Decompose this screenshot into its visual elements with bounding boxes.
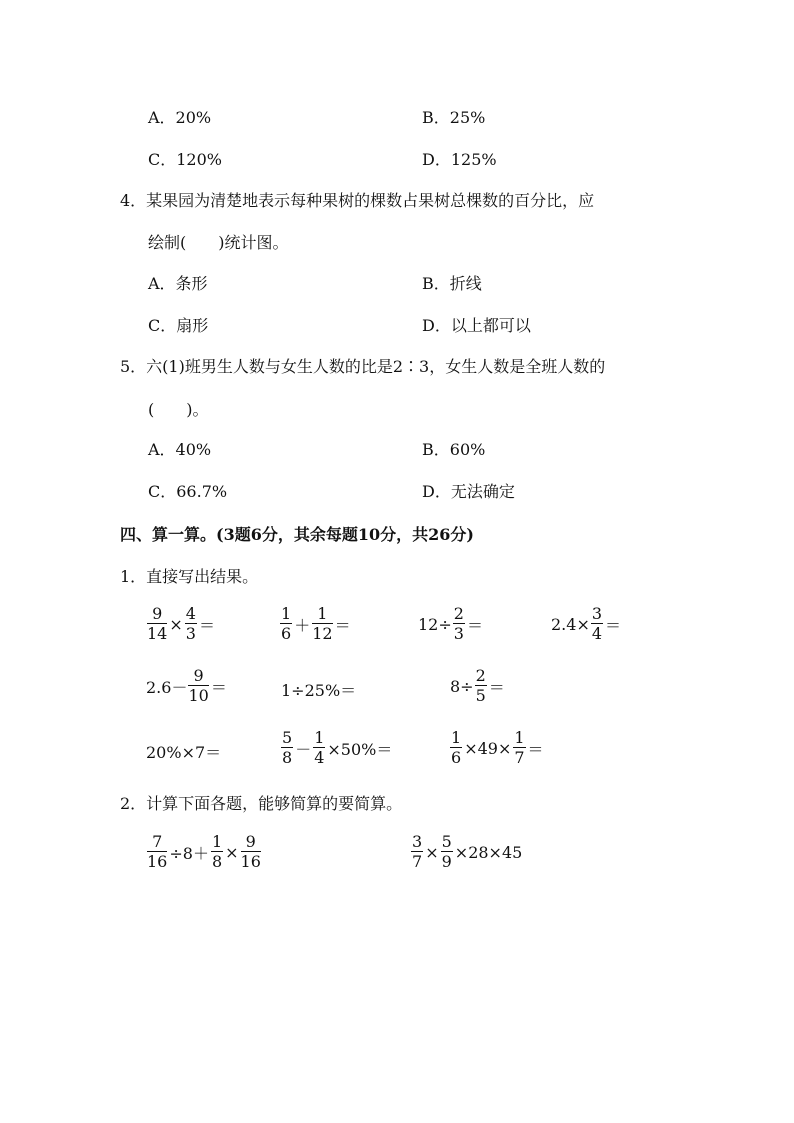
expr-2-6-minus-9-10: 2.6－ $\frac{9}{10}$ ＝	[146, 666, 227, 705]
fraction: $\frac{2}{3}$	[453, 604, 464, 643]
expr-9-14-times-4-3: $\frac{9}{14}$ × $\frac{4}{3}$ ＝	[147, 604, 215, 643]
q4-line2: 绘制( )统计图。	[148, 233, 289, 252]
fraction: $\frac{3}{7}$	[412, 832, 423, 871]
q3-option-d: D．125%	[422, 150, 497, 169]
fraction: $\frac{1}{12}$	[312, 604, 333, 643]
expr-8-div-2-5: 8÷ $\frac{2}{5}$ ＝	[450, 666, 505, 705]
q4-option-d: D．以上都可以	[422, 316, 531, 335]
expr-7-16-div-8-plus-1-8-times-9-16: $\frac{7}{16}$ ÷8＋ $\frac{1}{8}$ × $\frac{9}{16}$	[147, 832, 261, 871]
fraction: $\frac{9}{14}$	[147, 604, 168, 643]
fraction: $\frac{1}{6}$	[281, 604, 292, 643]
q5-option-b: B．60%	[422, 440, 486, 459]
q3-option-b: B．25%	[422, 108, 486, 127]
fraction: $\frac{4}{3}$	[185, 604, 196, 643]
fraction: $\frac{2}{5}$	[475, 666, 486, 705]
expr-12-div-2-3: 12÷ $\frac{2}{3}$ ＝	[418, 604, 483, 643]
fraction: $\frac{5}{8}$	[282, 728, 293, 767]
fraction: $\frac{9}{10}$	[188, 666, 209, 705]
fraction: $\frac{1}{4}$	[314, 728, 325, 767]
section4-heading: 四、算一算。(3题6分，其余每题10分，共26分)	[120, 525, 474, 544]
fraction: $\frac{5}{9}$	[441, 832, 452, 871]
q3-option-c: C．120%	[148, 150, 222, 169]
fraction: $\frac{7}{16}$	[147, 832, 168, 871]
q5-option-d: D．无法确定	[422, 482, 515, 501]
q5-option-a: A．40%	[148, 440, 212, 459]
q5-line2: ( )。	[148, 400, 209, 419]
fraction: $\frac{3}{4}$	[591, 604, 603, 643]
expr-1-div-25pct: 1÷25%＝	[281, 681, 357, 700]
q4-line1: 4．某果园为清楚地表示每种果树的棵数占果树总棵数的百分比，应	[120, 191, 595, 210]
expr-2-4-times-3-4: 2.4× $\frac{3}{4}$ ＝	[551, 604, 622, 643]
section4-part2-label: 2．计算下面各题，能够简算的要简算。	[120, 794, 403, 813]
q3-option-a: A．20%	[148, 108, 212, 127]
fraction: $\frac{1}{8}$	[211, 832, 223, 871]
expr-20pct-times-7: 20%×7＝	[146, 743, 222, 762]
q5-option-c: C．66.7%	[148, 482, 228, 501]
expr-1-6-times-49-times-1-7: $\frac{1}{6}$ ×49× $\frac{1}{7}$ ＝	[451, 728, 544, 767]
expr-1-6-plus-1-12: $\frac{1}{6}$ ＋ $\frac{1}{12}$ ＝	[281, 604, 351, 643]
fraction: $\frac{1}{7}$	[514, 728, 525, 767]
fraction: $\frac{1}{6}$	[451, 728, 462, 767]
q4-option-c: C．扇形	[148, 316, 209, 335]
q4-option-a: A．条形	[148, 274, 208, 293]
expr-5-8-minus-1-4-times-50pct: $\frac{5}{8}$ － $\frac{1}{4}$ ×50%＝	[282, 728, 393, 767]
expr-3-7-times-5-9-times-28-times-45: $\frac{3}{7}$ × $\frac{5}{9}$ ×28×45	[412, 832, 523, 871]
fraction: $\frac{9}{16}$	[240, 832, 261, 871]
q4-option-b: B．折线	[422, 274, 482, 293]
section4-part1-label: 1．直接写出结果。	[120, 567, 259, 586]
q5-line1: 5．六(1)班男生人数与女生人数的比是2∶3，女生人数是全班人数的	[120, 357, 606, 376]
